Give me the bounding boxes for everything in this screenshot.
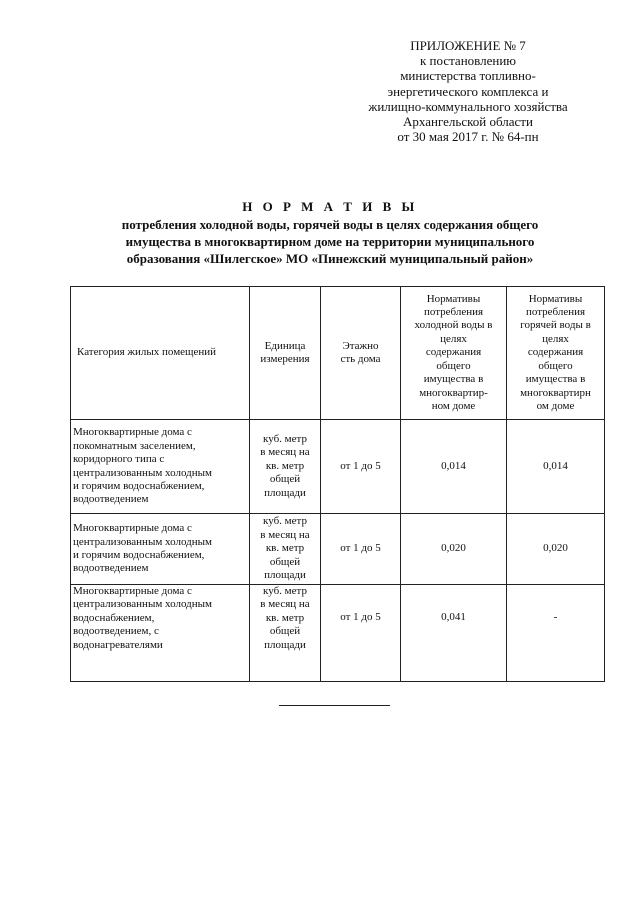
row-hot-norm: - [507, 585, 605, 682]
header-hot-line: содержания [527, 346, 584, 359]
appendix-line: к постановлению [419, 53, 517, 69]
unit-line: в месяц на [260, 528, 310, 541]
appendix-line: ПРИЛОЖЕНИЕ № 7 [410, 38, 526, 53]
header-cold-line: имущества в [423, 373, 484, 386]
row-floors: от 1 до 5 [321, 420, 401, 514]
subtitle-line: имущества в многоквартирном доме на территории муниципального [125, 234, 535, 249]
subtitle-line: потребления холодной воды, горячей воды в целях содержания общего [121, 217, 539, 232]
appendix-line: Архангельской области [403, 114, 533, 130]
unit-line: площади [264, 569, 306, 582]
category-line: и горячим водоснабжением, [73, 479, 205, 492]
header-hot-line: Нормативы [528, 292, 583, 305]
header-cold-line: содержания [425, 346, 482, 359]
header-unit-line: измерения [260, 353, 310, 365]
unit-line: куб. метр [263, 432, 307, 445]
category-line: коридорного типа с [73, 453, 165, 466]
appendix-line: министерства топливно- [400, 68, 536, 84]
category-line: централизованным холодным [73, 598, 212, 611]
unit-line: куб. метр [263, 515, 307, 528]
category-line: централизованным холодным [73, 466, 212, 479]
header-hot-line: горячей воды в [520, 319, 591, 332]
appendix-line: от 30 мая 2017 г. № 64-пн [397, 129, 539, 145]
row-category [71, 514, 250, 585]
unit-line: кв. метр [265, 611, 305, 624]
header-floors-line: Этажно [342, 339, 379, 352]
header-hot-line: потребления [525, 306, 586, 319]
row-cold-norm: 0,020 [401, 514, 507, 585]
header-cold-line: целях [440, 332, 467, 345]
header-cold-water [401, 287, 507, 420]
table-row [71, 420, 605, 514]
unit-line: общей [269, 473, 301, 486]
row-floors: от 1 до 5 [321, 514, 401, 585]
closing-divider [279, 705, 390, 706]
document-title: Н О Р М А Т И В Ы [242, 199, 418, 214]
unit-line: общей [269, 555, 301, 568]
header-unit-line: Единица [264, 339, 306, 352]
unit-line: кв. метр [265, 459, 305, 472]
header-cold-line: Нормативы [426, 292, 481, 305]
category-line: водоотведением [73, 493, 149, 506]
category-line: Многоквартирные дома с [73, 585, 192, 597]
unit-line: в месяц на [260, 446, 310, 459]
header-cold-line: ном доме [431, 399, 476, 412]
unit-line: в месяц на [260, 598, 310, 611]
header-hot-line: ом доме [536, 399, 575, 412]
unit-line: куб. метр [263, 585, 307, 597]
row-cold-norm: 0,041 [401, 585, 507, 682]
subtitle-line: образования «Шилегское» МО «Пинежский муниципальный район» [126, 251, 534, 266]
category-line: водонагревателями [73, 638, 163, 651]
table-row [71, 585, 605, 682]
header-hot-water [507, 287, 605, 420]
header-hot-line: многоквартирн [520, 386, 591, 399]
category-line: покомнатным заселением, [73, 439, 196, 452]
unit-line: площади [264, 638, 306, 651]
unit-line: общей [269, 625, 301, 638]
row-category [71, 420, 250, 514]
table-header-row [71, 287, 605, 420]
row-floors: от 1 до 5 [321, 585, 401, 682]
category-line: водоснабжением, [73, 611, 155, 624]
row-unit [250, 514, 321, 585]
unit-line: кв. метр [265, 542, 305, 555]
unit-line: площади [264, 486, 306, 499]
appendix-line: энергетического комплекса и [387, 83, 549, 99]
header-floors [321, 287, 401, 420]
table-row [71, 514, 605, 585]
row-unit [250, 585, 321, 682]
category-line: Многоквартирные дома с [73, 522, 192, 535]
category-line: и горячим водоснабжением, [73, 549, 205, 561]
header-cold-line: общего [436, 359, 471, 372]
row-cold-norm: 0,014 [401, 420, 507, 514]
appendix-line: жилищно-коммунального хозяйства [368, 98, 568, 114]
row-hot-norm: 0,020 [507, 514, 605, 585]
header-unit [250, 287, 321, 420]
appendix-header [330, 38, 606, 144]
category-line: централизованным холодным [73, 535, 212, 548]
header-hot-line: целях [542, 332, 569, 345]
norms-table [70, 286, 605, 682]
category-line: Многоквартирные дома с [73, 426, 192, 439]
row-category [71, 585, 250, 682]
header-cold-line: холодной воды в [414, 319, 493, 332]
row-unit [250, 420, 321, 514]
header-hot-line: общего [538, 359, 573, 372]
header-category: Категория жилых помещений [71, 287, 250, 420]
header-cold-line: многоквартир- [419, 386, 488, 399]
category-line: водоотведением [73, 562, 149, 575]
header-hot-line: имущества в [525, 373, 586, 386]
category-line: водоотведением, с [73, 625, 159, 638]
header-floors-line: сть дома [340, 353, 381, 365]
header-cold-line: потребления [423, 306, 484, 319]
document-subtitle [70, 216, 590, 267]
row-hot-norm: 0,014 [507, 420, 605, 514]
